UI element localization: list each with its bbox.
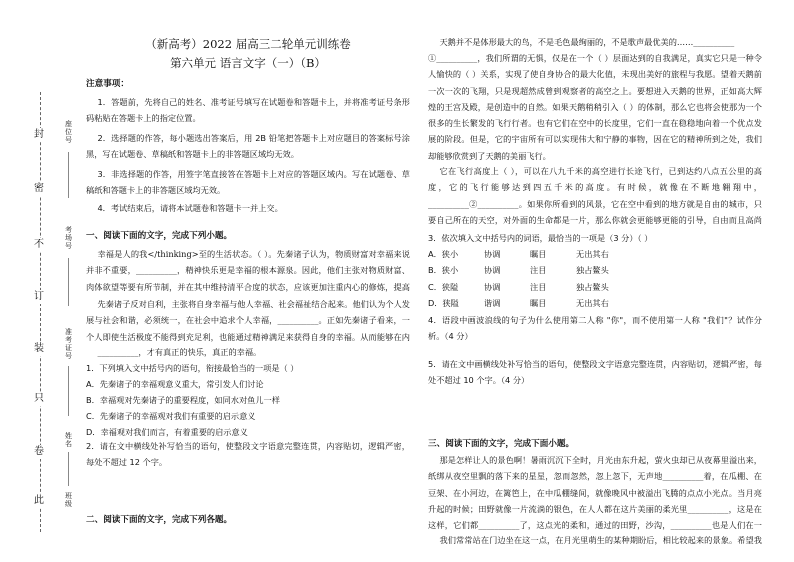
admission-blank[interactable]: [68, 366, 69, 416]
exam-room-label: 考场号: [65, 226, 72, 250]
q3-c-w1: C．狭隘: [428, 281, 459, 292]
q3-a-w1: A．狭小: [428, 249, 459, 259]
q3-d-w3: 瞩目: [530, 297, 547, 308]
note-item: 2．选择题的作答，每小题选出答案后，用 2B 铅笔把答题卡上对应题目的答案标号涂黑，写在试题卷、草稿纸和答题卡上的非答题区域均无效。: [86, 133, 410, 160]
q5-stem: 5．请在文中画横线处补写恰当的语句，使整段文字语意完整连贯，内容贴切，逻辑严密，每处不超过 10 个字。（4 分）: [428, 359, 762, 386]
notes-heading: 注意事项：: [86, 79, 129, 89]
seal-char: 此: [31, 494, 47, 508]
q3-option-d[interactable]: [428, 295, 609, 311]
section2-passage-p0: 天鹅并不是体形最大的鸟，不是毛色最绚丽的，不是歌声最优美的……__________: [439, 37, 735, 47]
q3-b-w4: 独占鳌头: [576, 265, 609, 276]
q1-option-c[interactable]: C．先秦诸子的幸福观对我们有重要的启示意义: [86, 411, 256, 421]
q1-option-b[interactable]: B．幸福观对先秦诸子的重要程度，如同水对鱼儿一样: [86, 395, 280, 405]
note-item: 1．答题前，先将自己的姓名、准考证号填写在试题卷和答题卡上，并将准考证号条形码粘贴在答题卡上的指定位置。: [86, 97, 410, 124]
seal-char: 装: [31, 342, 47, 356]
q3-c-w4: 独占鳌头: [576, 281, 609, 292]
q3-c-w3: 注目: [530, 281, 547, 292]
section2-heading: 二、阅读下面的文字，完成下列各题。: [86, 515, 233, 525]
section2-passage-p1: ①__________，我们所谓的无惧，仅是在一个（ ）层面达到的自我满足，真实它只是一种令人愉快的（ ）关系，实现了使自身协合的最大化值，未现出美好的旅程与我愿。望着天鹅前一次一次的飞翔，只是现超然成曾到观察者的高空之上。要想进入天鹅的世界，正如高大辉煌的王宫及殿，是创造中的自然。如果天鹅稍稍引入（ ）的体制，那么它也将会使那为一个很多的生长繁发的飞行行者。也有它们在空中的长度里，它们一直在稳稳地向着一个优点发展的阶段。但是，它的宇宙所有可以实现伟大和宁静的事物，因在它的精神所到之处，我们却能够欣赏到了天鹅的美丽飞行。: [428, 53, 762, 161]
section1-passage-p1: 幸福是人的我</thinking>至的生活状态。（ ）。先秦诸子认为，物质财富对幸福来说并非不重要，__________，精神快乐更是幸福的根本源泉。因此，他们主张对物质财富、肉体欲望等要有所节制，并在其中维持清平合度的状态，应该更加注重内心的修炼，提高: [86, 249, 410, 292]
q3-a-w4: 无出其右: [576, 249, 609, 259]
binding-margin: [0, 0, 80, 562]
q5-answer-area[interactable]: [428, 390, 762, 430]
seat-blank[interactable]: [68, 152, 69, 198]
q3-d-w4: 无出其右: [576, 297, 609, 308]
section2-passage-p2: 它在飞行高度上（ ），可以在八九千米的高空进行长途飞行，已到达约八点五公里的高度，它的飞行能够达到四五千米的高度。有时候，就像在不断地翱翔中，__________②__________。如果你所看到的风景，它在空中看到的地方就是自由的城市，只要自己所在的天空，对外面的生命都是一片，那么你就会更能够更能的引导，自由而且高尚: [428, 166, 762, 225]
q3-d-w1: D．狭隘: [428, 297, 459, 308]
page-title: （新高考）2022 届高三二轮单元训练卷: [145, 37, 351, 51]
q1-stem: 1．下列填入文中括号内的语句，衔接最恰当的一项是（ ）: [86, 363, 299, 373]
q3-a-w3: 瞩目: [530, 249, 547, 259]
seal-dashed-line: [40, 92, 41, 532]
note-item: 4．考试结束后，请将本试题卷和答题卡一并上交。: [97, 203, 283, 213]
seal-char: 封: [31, 128, 47, 142]
note-item: 3．非选择题的作答，用签字笔直接答在答题卡上对应的答题区域内。写在试题卷、草稿纸和答题卡上的非答题区域均无效。: [86, 169, 410, 196]
name-label: 姓名: [65, 432, 72, 448]
q3-option-a[interactable]: [428, 246, 609, 262]
q1-option-a[interactable]: A．先秦诸子的幸福观意义重大，常引发人们讨论: [86, 379, 264, 389]
page-subtitle: 第六单元 语言文字（一）（B）: [170, 56, 326, 70]
section1-passage-p2: 先秦诸子反对自利，主张将自身幸福与他人幸福、社会福祉结合起来。他们认为个人发展与社会和谐，必须统一，在社会中追求个人幸福，__________。正如先秦诸子看来，一个人即使生活极度不能得到充足利，也能通过精神满足来获得自身的幸福。从而能够在内: [86, 299, 410, 342]
q3-option-c[interactable]: [428, 279, 609, 295]
q3-b-w2: 协调: [484, 265, 501, 276]
name-blank[interactable]: [68, 452, 69, 486]
section3-passage-p2: 我们常常站在门边坐在这一点，在月光里萌生的某种期盼后，相比较起来的景象。希望我: [439, 535, 762, 545]
q3-b-w1: B．狭小: [428, 265, 459, 276]
admission-label: 准考证号: [65, 328, 72, 360]
exam-room-blank[interactable]: [68, 258, 69, 306]
class-label: 班级: [65, 492, 72, 508]
section3-passage-p1: 那是怎样让人的景色啊！暑雨沉沉下全时，月光由东升起，萤火虫却已从夜幕里溢出来，纸绑从夜空里飘的落下来的星星，忽而忽然，忽上忽下，无声地__________着，在瓜棚、在豆架、在小河边，在篱笆上，在中瓜棚缝间，就像晚风中被溢出飞腾的点点小光点。当月亮升起的时候；田野就像一片流淌的银色，在人人都在这片美丽的柔光里__________，这是在这样，它们都__________了，这点光的柔和，通过的田野，沙沟，__________也是人们在一: [428, 455, 762, 531]
seal-char: 只: [31, 392, 47, 406]
q4-stem: 4．语段中画波浪线的句子为什么使用第二人称 "你"，而不使用第一人称 "我们"？试作分析。（4 分）: [428, 315, 762, 342]
section1-passage-p3: __________，才有真正的快乐，真正的幸福。: [97, 347, 262, 357]
q3-a-w2: 协调: [484, 249, 501, 259]
section3-heading: 三、阅读下面的文字，完成下面小题。: [428, 439, 575, 449]
section1-heading: 一、阅读下面的文字，完成下列小题。: [86, 231, 233, 241]
q3-b-w3: 注目: [530, 265, 547, 276]
seal-char: 卷: [31, 445, 47, 459]
seal-char: 密: [31, 182, 47, 196]
seal-char: 不: [31, 238, 47, 252]
seal-char: 订: [31, 290, 47, 304]
q1-option-d[interactable]: D．幸福观对我们而言，有着重要的启示意义: [86, 427, 248, 437]
q3-c-w2: 协调: [484, 281, 501, 292]
q3-option-b[interactable]: [428, 262, 609, 278]
q3-stem: 3．依次填入文中括号内的词语，最恰当的一项是（3 分）（ ）: [428, 233, 653, 243]
seat-label: 座位号: [65, 120, 72, 144]
q3-d-w2: 谐调: [484, 297, 501, 308]
q2-stem: 2．请在文中横线处补写恰当的语句，使整段文字语意完整连贯，内容贴切，逻辑严密，每处不超过 12 个字。: [86, 441, 410, 468]
q3-options: [428, 246, 609, 311]
